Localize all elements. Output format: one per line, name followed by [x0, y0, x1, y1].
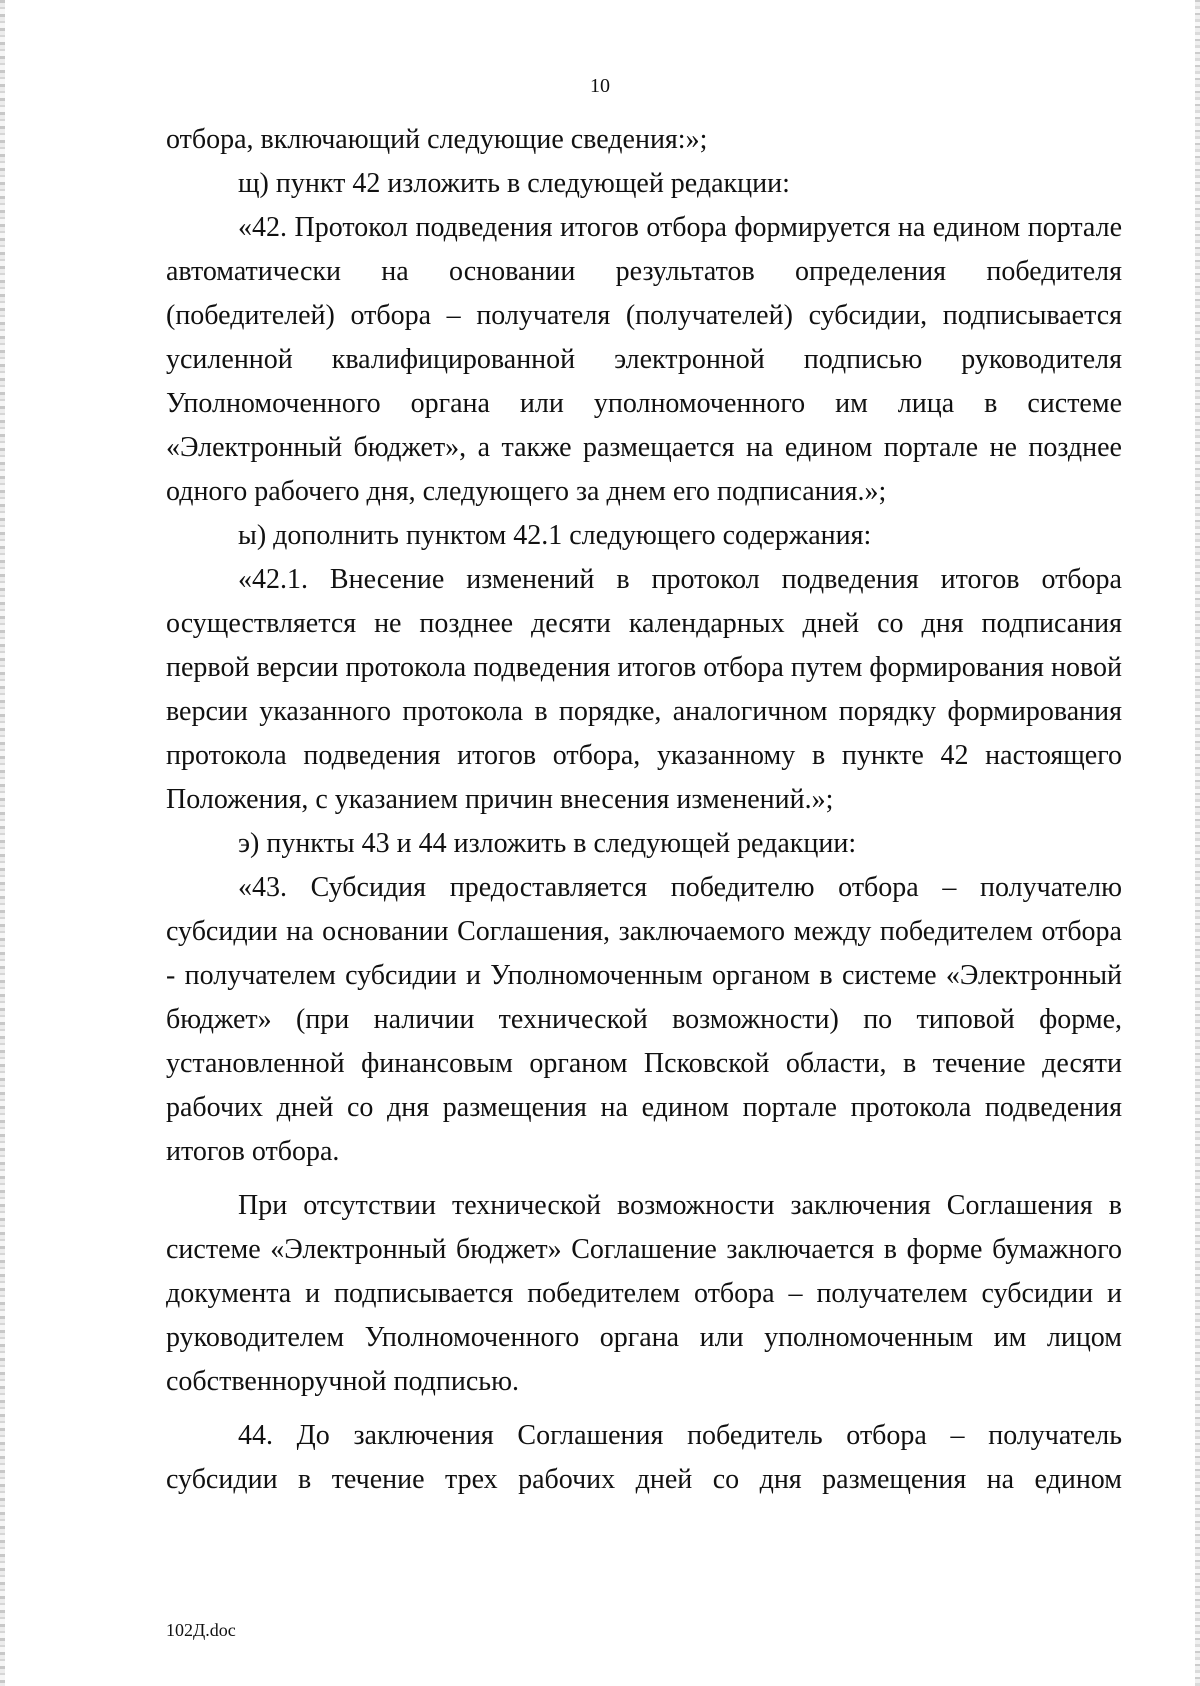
file-name-footer: 102Д.doc — [166, 1620, 236, 1640]
paragraph-clause-42-1: «42.1. Внесение изменений в протокол подведения итогов отбора осуществляется не позднее десяти календарных дней со дня подписания первой версии протокола подведения итогов отбора путем формирования новой версии указанного протокола в порядке, аналогичном порядку формирования протокола подведения итогов отбора, указанному в пункте 42 настоящего Положения, с указанием причин внесения изменений.»; — [166, 564, 1122, 815]
page-number: 10 — [590, 75, 610, 97]
paragraph-item-e: э) пункты 43 и 44 изложить в следующей редакции: — [238, 828, 857, 859]
document-body — [166, 118, 1122, 1502]
paragraph-clause-42: «42. Протокол подведения итогов отбора формируется на едином портале автоматически на основании результатов определения победителя (победителей) отбора – получателя (получателей) субсидии, подписывается усиленной квалифицированной электронной подписью руководителя Уполномоченного органа или уполномоченного им лица в системе «Электронный бюджет», а также размещается на едином портале не позднее одного рабочего дня, следующего за днем его подписания.»; — [166, 212, 1122, 507]
scan-edge-left — [0, 0, 5, 1686]
paragraph-item-y: ы) дополнить пунктом 42.1 следующего содержания: — [238, 520, 872, 551]
paragraph-item-shch: щ) пункт 42 изложить в следующей редакции: — [238, 168, 790, 199]
scan-edge-right — [1195, 0, 1200, 1686]
paragraph-no-technical-possibility: При отсутствии технической возможности заключения Соглашения в системе «Электронный бюджет» Соглашение заключается в форме бумажного документа и подписывается победителем отбора – получателем субсидии и руководителем Уполномоченного органа или уполномоченным им лицом собственноручной подписью. — [166, 1190, 1122, 1397]
paragraph-clause-44: 44. До заключения Соглашения победитель отбора – получатель субсидии в течение трех рабочих дней со дня размещения на едином — [166, 1420, 1122, 1495]
paragraph-clause-43: «43. Субсидия предоставляется победителю отбора – получателю субсидии на основании Соглашения, заключаемого между победителем отбора - получателем субсидии и Уполномоченным органом в системе «Электронный бюджет» (при наличии технической возможности) по типовой форме, установленной финансовым органом Псковской области, в течение десяти рабочих дней со дня размещения на едином портале протокола подведения итогов отбора. — [166, 872, 1122, 1167]
paragraph-continuation: отбора, включающий следующие сведения:»; — [166, 124, 708, 155]
